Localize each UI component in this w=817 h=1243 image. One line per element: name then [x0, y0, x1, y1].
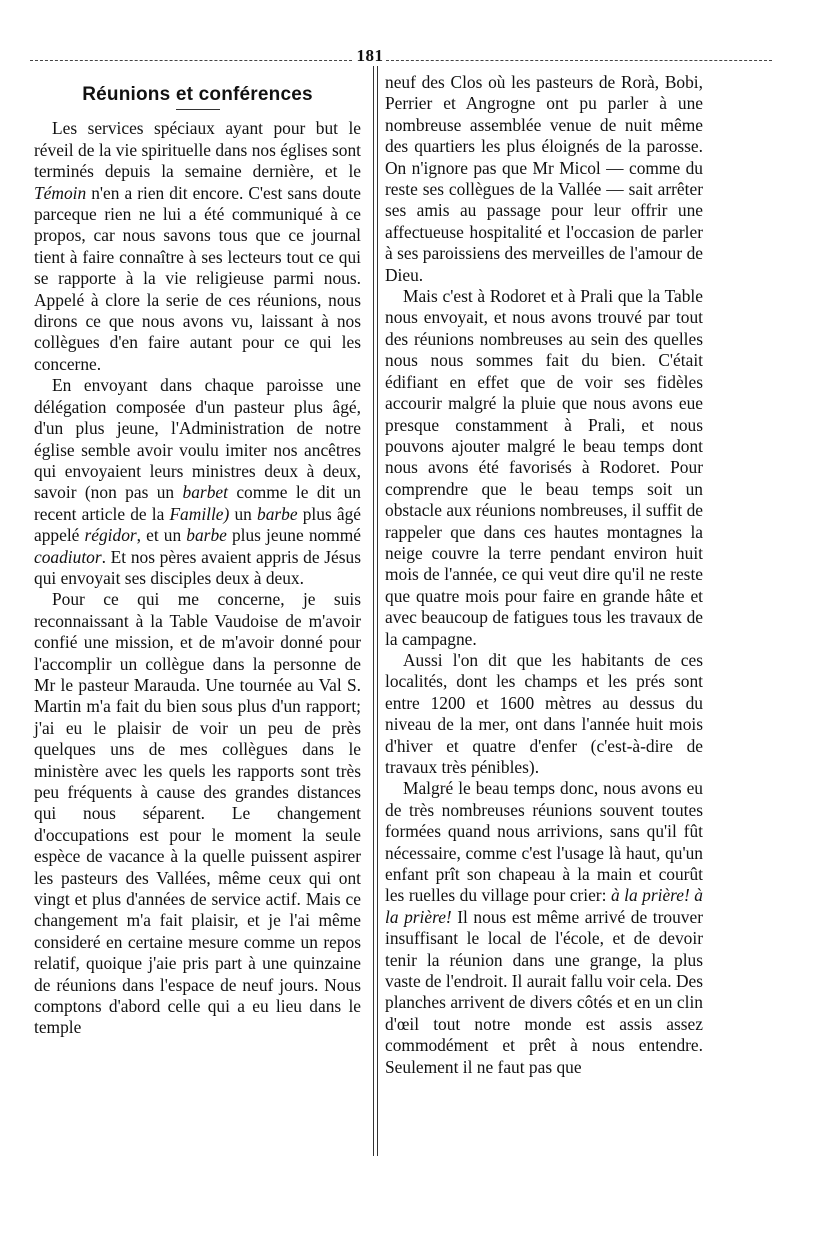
italic-text: régidor [84, 525, 137, 546]
text-run: Il nous est même arrivé de trouver insuffisant le local de l'école, et de devoir tenir la réunion dans une grange, la plus vaste de l'endroit. Il aurait fallu voir cela. Des planches arrivent de divers côtés et en un clin d'œil tout notre monde est assis assez commodément et prêt à nous entendre. Seulement il ne faut pas que [385, 906, 703, 1077]
text-run: Mais c'est à Rodoret et à Prali que la Table nous envoyait, et nous avons trouvé par tout des réunions nombreuses au sein des quelles nous nous sommes fait du bien. C'était édifiant en effet que de voir ses fidèles accourir malgré la pluie que nous avons eue presque constamment à Prali, et nous pouvons ajouter malgré le beau temps dont nous avons été favorisés à Rodoret. Pour comprendre que le beau temps soit un obstacle aux réunions nombreuses, il suffit de rappeler que dans ces hautes montagnes la neige couvre la terre pendant environ huit mois de l'année, ce qui veut dire qu'il ne reste que quatre mois pour faire en grande hâte et avec beaucoup de fatigues tous les travaux de la campagne. [385, 286, 703, 649]
page-number: 181 [356, 46, 384, 65]
column-divider-inner [377, 66, 378, 1156]
text-run: Pour ce qui me concerne, je suis reconnaissant à la Table Vaudoise de m'avoir confié une mission, et de m'avoir donné pour l'accomplir un collègue dans la personne de Mr le pasteur Marauda. Une tournée au Val S. Martin m'a fait du bien sous plus d'un rapport; j'ai eu le plaisir de voir un peu de près quelques uns de mes collègues dans le ministère avec les quels les rapports sont très peu fréquents à cause des grandes distances qui nous séparent. Le changement d'occupations est pour le moment la seule espèce de vacance à la quelle puissent aspirer les pasteurs des Vallées, même ceux qui ont vingt et plus d'années de service actif. Mais ce changement m'a fait plaisir, et je l'ai même consideré en certaine mesure comme un repos relatif, quoique j'aie pris part à une quinzaine de réunions dans l'espace de neuf jours. Nous comptons d'abord celle qui a eu lieu dans le temple [34, 589, 361, 1038]
text-run: un [229, 503, 257, 524]
italic-text: Famille) [169, 503, 230, 524]
text-run: En envoyant dans chaque paroisse une délégation composée d'un pasteur plus âgé, d'un plus jeune, l'Administration de notre église semble avoir voulu imiter nos ancêtres qui envoyaient leurs ministres deux à deux, savoir (non pas un [34, 375, 361, 503]
left-column [34, 72, 361, 1039]
right-column [385, 72, 703, 1078]
paragraph [34, 589, 361, 1039]
paragraph [34, 375, 361, 589]
article-title: Réunions et conférences [82, 84, 313, 105]
text-run: neuf des Clos où les pasteurs de Rorà, Bobi, Perrier et Angrogne ont pu parler à une nombreuse assemblée venue de nuit même des quartiers les plus éloignés de la parosse. On n'ignore pas que Mr Micol — comme du reste ses collègues de la Vallée — sait arrêter ses amis au passage pour leur offrir une affectueuse hospitalité et l'occasion de parler à ses paroissiens des merveilles de l'amour de Dieu. [385, 72, 703, 285]
text-run: plus jeune nommé [226, 525, 361, 546]
column-divider [373, 66, 374, 1156]
italic-text: barbe [257, 503, 298, 524]
header-rule-right [386, 60, 772, 61]
right-column-body [385, 72, 703, 1078]
paragraph [385, 72, 703, 286]
paragraph [385, 778, 703, 1078]
text-run: , et un [136, 525, 187, 546]
italic-text: à la prière! à la prière! [385, 885, 703, 927]
title-underline [176, 109, 220, 110]
text-run: Les services spéciaux ayant pour but le réveil de la vie spirituelle dans nos églises sont terminés depuis la semaine dernière, et le [34, 118, 361, 182]
text-run: plus âgé appelé [34, 503, 361, 546]
text-run: n'en a rien dit encore. C'est sans doute parceque rien ne lui a été communiqué à ce propos, car nous savons tous que ce journal tient à faire connaître à ses lecteurs tout ce qui se rapporte à la vie religieuse parmi nous. Appelé à clore la serie de ces réunions, nous dirons ce que nous avons vu, laissant à nos collègues d'en faire autant pour ce qui les concerne. [34, 182, 361, 374]
italic-text: Témoin [34, 182, 87, 203]
text-run: Malgré le beau temps donc, nous avons eu de très nombreuses réunions souvent toutes formées quand nous arrivions, sans qu'il fût nécessaire, comme c'est l'usage là haut, qu'un enfant prît son chapeau à la main et courût les ruelles du village pour crier: [385, 778, 703, 906]
italic-text: barbe [186, 525, 227, 546]
header-rule-left [30, 60, 352, 61]
italic-text: coadiutor [34, 546, 102, 567]
text-run: . Et nos pères avaient appris de Jésus qui envoyait ses disciples deux à deux. [34, 546, 361, 588]
paragraph [385, 650, 703, 778]
paragraph [34, 118, 361, 375]
text-run: Aussi l'on dit que les habitants de ces localités, dont les champs et les prés sont entre 1200 et 1600 mètres au dessus du niveau de la mer, ont dans l'année huit mois d'hiver et quatre d'enfer (c'est-à-dire de travaux très pénibles). [385, 649, 703, 777]
text-run: comme le dit un recent article de la [34, 482, 361, 524]
italic-text: barbet [182, 482, 228, 503]
left-column-body [34, 118, 361, 1038]
paragraph [385, 286, 703, 650]
